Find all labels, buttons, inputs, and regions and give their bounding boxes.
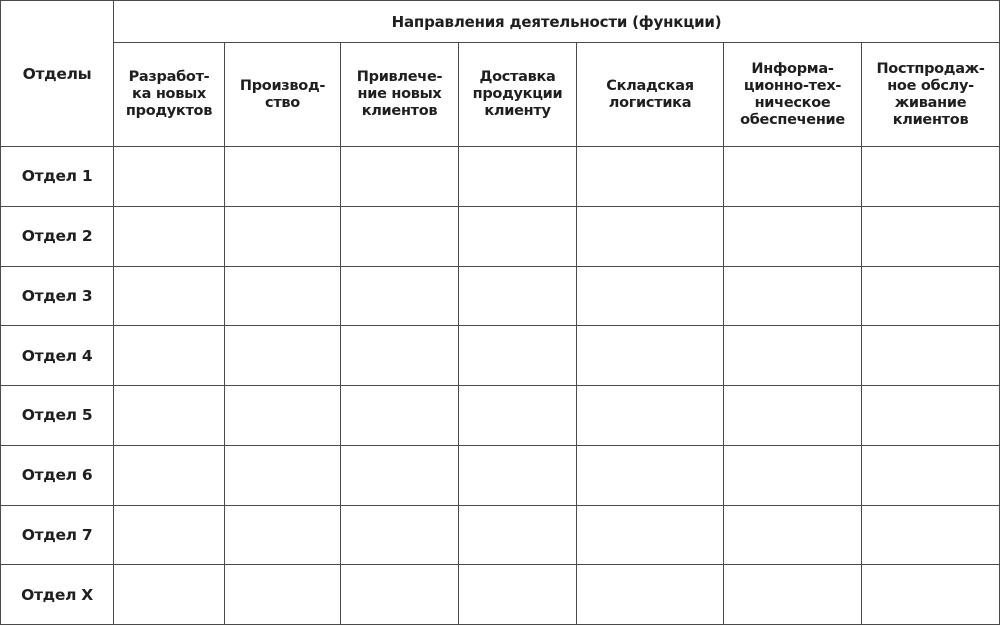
table-cell[interactable]: [341, 147, 459, 207]
row-header-department: Отдел 7: [1, 505, 114, 565]
table-row: [1, 445, 1000, 505]
table-row: [1, 505, 1000, 565]
table-row: [1, 147, 1000, 207]
table-cell[interactable]: [862, 326, 1000, 386]
table-cell[interactable]: [114, 206, 225, 266]
table-cell[interactable]: [341, 266, 459, 326]
column-header: [341, 43, 459, 147]
column-header-label: Производ- ство: [239, 77, 326, 111]
table-cell[interactable]: [862, 386, 1000, 446]
table-cell[interactable]: [114, 505, 225, 565]
column-header-label: Разработ- ка новых продуктов: [125, 69, 213, 119]
table-cell[interactable]: [724, 266, 862, 326]
table-cell[interactable]: [724, 326, 862, 386]
row-header-department: Отдел 3: [1, 266, 114, 326]
table-cell[interactable]: [114, 386, 225, 446]
group-header-functions: Направления деятельности (функции): [114, 1, 1000, 43]
column-header: [225, 43, 341, 147]
column-header-label: Доставка продукции клиенту: [472, 69, 563, 119]
table-cell[interactable]: [577, 206, 724, 266]
row-header-department: Отдел 1: [1, 147, 114, 207]
row-header-department: Отдел X: [1, 565, 114, 625]
table-row: [1, 565, 1000, 625]
table-cell[interactable]: [114, 147, 225, 207]
column-header-label: Складская логистика: [606, 77, 694, 111]
table-cell[interactable]: [114, 565, 225, 625]
table-cell[interactable]: [459, 326, 577, 386]
table-cell[interactable]: [724, 206, 862, 266]
table-cell[interactable]: [114, 266, 225, 326]
row-header-department: Отдел 2: [1, 206, 114, 266]
table-cell[interactable]: [114, 445, 225, 505]
table-cell[interactable]: [459, 445, 577, 505]
table-cell[interactable]: [577, 505, 724, 565]
table-cell[interactable]: [862, 266, 1000, 326]
table-cell[interactable]: [577, 326, 724, 386]
table-body: [1, 147, 1000, 625]
table-cell[interactable]: [459, 386, 577, 446]
column-header: [459, 43, 577, 147]
table-cell[interactable]: [577, 147, 724, 207]
table-cell[interactable]: [225, 565, 341, 625]
row-header-department: Отдел 5: [1, 386, 114, 446]
table-cell[interactable]: [114, 326, 225, 386]
table-cell[interactable]: [724, 386, 862, 446]
table-cell[interactable]: [459, 565, 577, 625]
column-header-label: Информа- ционно-тех- ническое обеспечение: [740, 60, 845, 128]
table-cell[interactable]: [225, 445, 341, 505]
table-cell[interactable]: [724, 445, 862, 505]
table-cell[interactable]: [724, 565, 862, 625]
table-cell[interactable]: [459, 266, 577, 326]
table-cell[interactable]: [225, 266, 341, 326]
table-cell[interactable]: [577, 445, 724, 505]
column-header: [577, 43, 724, 147]
table-cell[interactable]: [577, 386, 724, 446]
table-cell[interactable]: [577, 565, 724, 625]
row-header-department: Отдел 6: [1, 445, 114, 505]
table-cell[interactable]: [225, 147, 341, 207]
table-cell[interactable]: [724, 147, 862, 207]
table-row: [1, 326, 1000, 386]
table-cell[interactable]: [341, 445, 459, 505]
table-cell[interactable]: [225, 505, 341, 565]
column-header: [724, 43, 862, 147]
table-cell[interactable]: [862, 505, 1000, 565]
table-cell[interactable]: [459, 206, 577, 266]
corner-header-departments: Отделы: [1, 1, 114, 147]
table-cell[interactable]: [459, 505, 577, 565]
table-cell[interactable]: [459, 147, 577, 207]
table-cell[interactable]: [341, 565, 459, 625]
column-header-label: Привлече- ние новых клиентов: [356, 69, 443, 119]
table-cell[interactable]: [225, 326, 341, 386]
table-cell[interactable]: [862, 206, 1000, 266]
table-cell[interactable]: [341, 326, 459, 386]
table-cell[interactable]: [862, 445, 1000, 505]
table-cell[interactable]: [862, 565, 1000, 625]
column-header: [862, 43, 1000, 147]
table-row: [1, 266, 1000, 326]
table-row: [1, 206, 1000, 266]
table-cell[interactable]: [225, 386, 341, 446]
table-cell[interactable]: [341, 206, 459, 266]
table-cell[interactable]: [341, 505, 459, 565]
table-cell[interactable]: [862, 147, 1000, 207]
table-cell[interactable]: [577, 266, 724, 326]
column-header-label: Постпродаж- ное обслу- живание клиентов: [876, 60, 985, 128]
column-header-row: [1, 43, 1000, 147]
row-header-department: Отдел 4: [1, 326, 114, 386]
table-cell[interactable]: [225, 206, 341, 266]
table-cell[interactable]: [724, 505, 862, 565]
column-header: [114, 43, 225, 147]
table-cell[interactable]: [341, 386, 459, 446]
table-row: [1, 386, 1000, 446]
